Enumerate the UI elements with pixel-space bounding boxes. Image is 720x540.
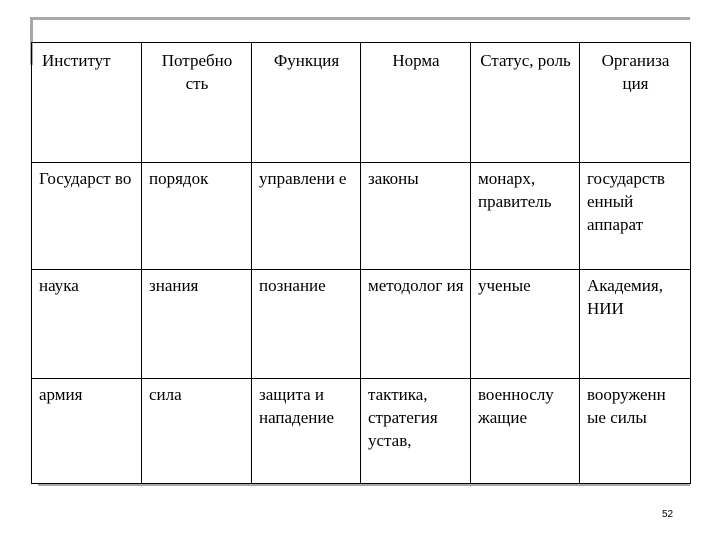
table-cell: познание: [252, 270, 361, 379]
header-cell-organization: Организа ция: [580, 43, 691, 163]
table-cell: ученые: [471, 270, 580, 379]
header-cell-function: Функция: [252, 43, 361, 163]
table-cell: армия: [32, 379, 142, 484]
table-cell: государств енный аппарат: [580, 163, 691, 270]
table-cell: тактика, стратегия устав,: [361, 379, 471, 484]
table-header-row: [32, 43, 691, 163]
table-cell: порядок: [142, 163, 252, 270]
table-cell: законы: [361, 163, 471, 270]
table-cell: Академия, НИИ: [580, 270, 691, 379]
top-decorative-line: [30, 17, 690, 20]
table-cell: наука: [32, 270, 142, 379]
table-cell: методолог ия: [361, 270, 471, 379]
table-cell: монарх, правитель: [471, 163, 580, 270]
table-row: [32, 379, 691, 484]
table-cell: знания: [142, 270, 252, 379]
table-cell: защита и нападение: [252, 379, 361, 484]
table-cell: сила: [142, 379, 252, 484]
page-number: 52: [662, 509, 674, 520]
bottom-decorative-line: [38, 484, 690, 486]
header-cell-institute: Институт: [32, 43, 142, 163]
table-row: [32, 163, 691, 270]
institutions-table: [31, 42, 691, 484]
table-cell: Государст во: [32, 163, 142, 270]
table-cell: вооруженн ые силы: [580, 379, 691, 484]
header-cell-status-role: Статус, роль: [471, 43, 580, 163]
table-cell: управлени е: [252, 163, 361, 270]
table-cell: военнослу жащие: [471, 379, 580, 484]
header-cell-need: Потребно сть: [142, 43, 252, 163]
table-row: [32, 270, 691, 379]
header-cell-norm: Норма: [361, 43, 471, 163]
